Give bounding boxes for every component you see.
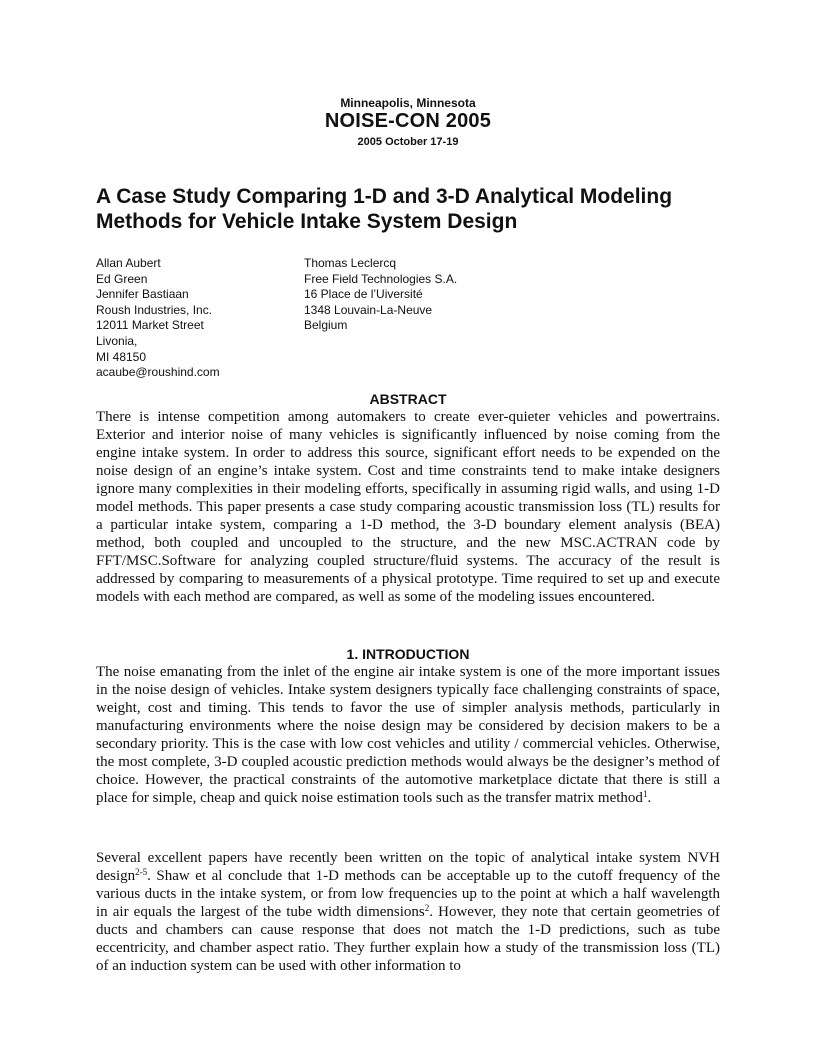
reference-superscript: 2-5: [135, 867, 148, 877]
author-line: Ed Green: [96, 271, 148, 286]
author-line: Roush Industries, Inc.: [96, 302, 213, 317]
conference-name: NOISE-CON 2005: [324, 110, 492, 132]
author-line: Jennifer Bastiaan: [96, 287, 189, 302]
conference-dates: 2005 October 17-19: [357, 136, 459, 148]
author-line: Free Field Technologies S.A.: [304, 271, 458, 286]
paragraph-text: .: [647, 790, 652, 806]
author-line: 16 Place de l’Uiversité: [304, 287, 423, 302]
introduction-paragraph-2: [96, 849, 720, 975]
paragraph-text: . Shaw et al conclude that 1-D methods can be acceptable up to the cutoff frequency of the various ducts in the intake system, or from low frequencies up to the point at which a half wavelength in air equals the largest of the tube width dimensions: [96, 868, 720, 920]
abstract-text: There is intense competition among automakers to create ever-quieter vehicles and powertrains. Exterior and interior noise of many vehicles is significantly influenced by noise coming from the engine intake system. In order to address this source, significant effort needs to be expended on the noise design of an engine’s intake system. Cost and time constraints tend to make intake designers ignore many complexities in their modeling efforts, specifically in assuming rigid walls, and using 1-D model methods. This paper presents a case study comparing acoustic transmission loss (TL) results for a particular intake system, comparing a 1-D method, the 3-D boundary element analysis (BEA) method, both coupled and uncoupled to the structure, and the new MSC.ACTRAN code by FFT/MSC.Software for analyzing coupled structure/fluid systems. The accuracy of the result is addressed by comparing to measurements of a physical prototype. Time required to set up and execute models with each method are compared, as well as some of the modeling issues encountered.: [96, 409, 720, 605]
paragraph-text: Several excellent papers have recently been written on the topic of analytical intake system NVH design: [96, 850, 720, 884]
author-email: acaube@roushind.com: [96, 365, 220, 380]
introduction-heading: 1. INTRODUCTION: [346, 646, 470, 662]
paper-title-line-1: A Case Study Comparing 1-D and 3-D Analytical Modeling: [96, 185, 673, 208]
author-line: MI 48150: [96, 349, 147, 364]
conference-location: Minneapolis, Minnesota: [340, 96, 476, 110]
paper-title: [96, 184, 736, 234]
author-line: Livonia,: [96, 333, 138, 348]
introduction-paragraph-1: [96, 663, 720, 807]
paragraph-text: . However, they note that certain geometries of ducts and chambers can cause response that does not match the 1-D predictions, such as tube eccentricity, and chamber aspect ratio. They further explain how a study of the transmission loss (TL) of an induction system can be used with other information to: [96, 904, 721, 974]
author-line: Belgium: [304, 318, 348, 333]
author-block-right: [304, 256, 564, 334]
abstract-heading: ABSTRACT: [369, 391, 447, 407]
reference-superscript: 1: [642, 789, 648, 799]
author-block-left: [96, 256, 296, 381]
author-line: Thomas Leclercq: [304, 256, 397, 270]
author-line: 12011 Market Street: [96, 318, 204, 333]
paragraph-text: The noise emanating from the inlet of the engine air intake system is one of the more important issues in the noise design of vehicles. Intake system designers typically face challenging constraints of space, weight, cost and timing. This tends to favor the use of simpler analysis methods, particularly in manufacturing environments where the noise design may be considered by decision makers to be a secondary priority. This is the case with low cost vehicles and utility / commercial vehicles. Otherwise, the most complete, 3-D coupled acoustic prediction methods would always be the designer’s method of choice. However, the practical constraints of the automotive marketplace dictate that there is still a place for simple, cheap and quick noise estimation tools such as the transfer matrix method: [96, 664, 720, 806]
author-line: Allan Aubert: [96, 256, 161, 270]
reference-superscript: 2: [424, 903, 430, 913]
paper-title-line-2: Methods for Vehicle Intake System Design: [96, 210, 518, 233]
author-line: 1348 Louvain-La-Neuve: [304, 302, 433, 317]
